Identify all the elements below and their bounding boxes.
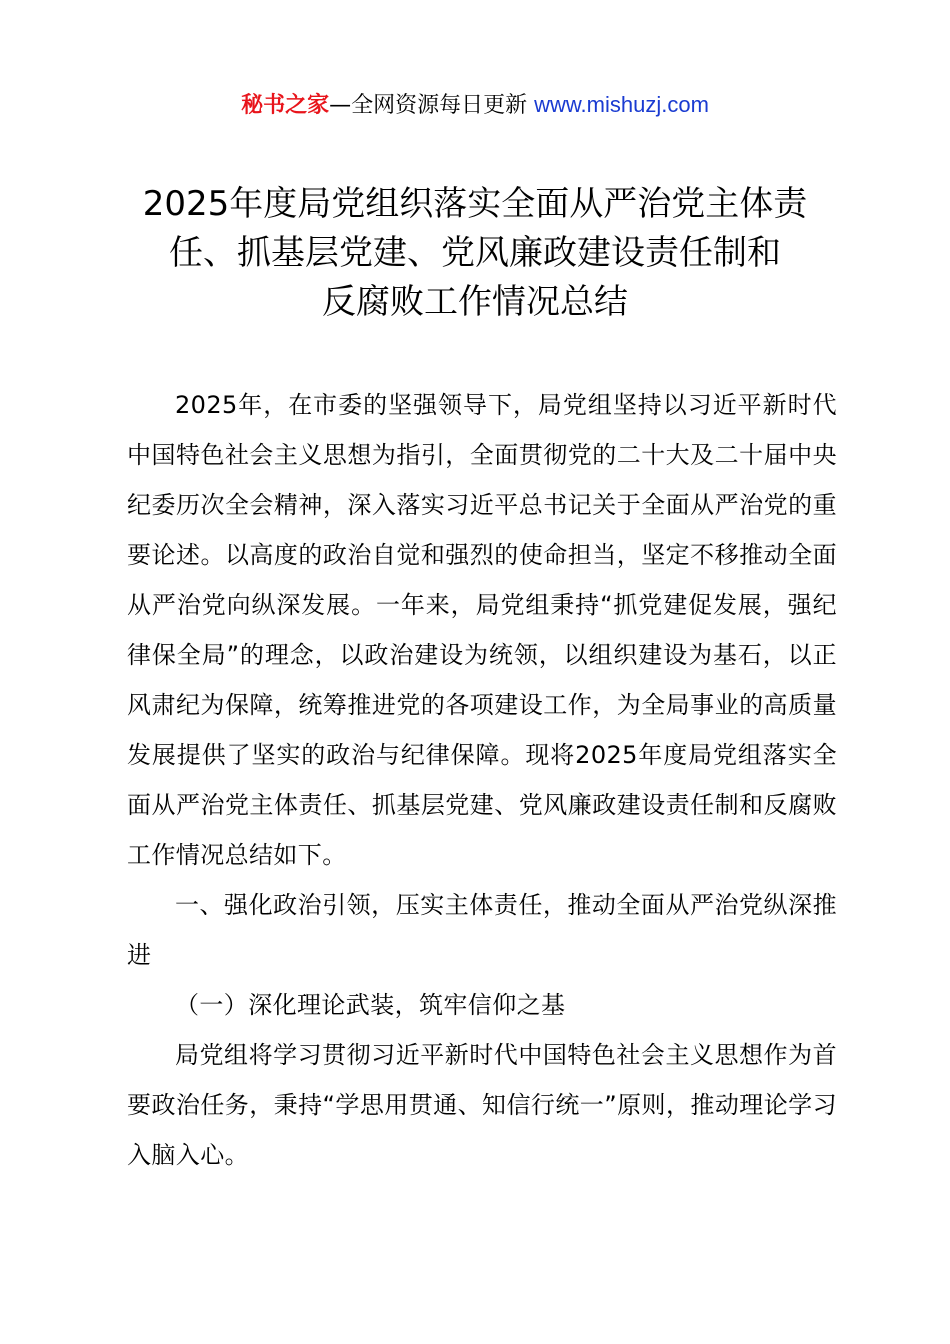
intro-paragraph: 2025年，在市委的坚强领导下，局党组坚持以习近平新时代中国特色社会主义思想为指引，全面贯彻党的二十大及二十届中央纪委历次全会精神，深入落实习近平总书记关于全面从严治党的重要论述。以高度的政治自觉和强烈的使命担当，坚定不移推动全面从严治党向纵深发展。一年来，局党组秉持“抓党建促发展，强纪律保全局”的理念，以政治建设为统领，以组织建设为基石，以正风肃纪为保障，统筹推进党的各项建设工作，为全局事业的高质量发展提供了坚实的政治与纪律保障。现将2025年度局党组落实全面从严治党主体责任、抓基层党建、党风廉政建设责任制和反腐败工作情况总结如下。 [127,391,837,869]
subsection-heading-1: （一）深化理论武装，筑牢信仰之基 [175,991,566,1019]
brand-name: 秘书之家 [241,93,330,118]
title-line-1: 2025年度局党组织落实全面从严治党主体责 [142,184,808,224]
section-heading-1: 一、强化政治引领，压实主体责任，推动全面从严治党纵深推进 [127,891,837,969]
title-line-3: 反腐败工作情况总结 [322,282,628,322]
document-body [127,380,837,1180]
title-line-2: 任、抓基层党建、党风廉政建设责任制和 [169,233,781,273]
site-header [0,88,950,123]
site-url-link[interactable]: www.mishuzj.com [534,92,709,117]
header-tagline: —全网资源每日更新 [329,93,535,118]
document-title [100,180,850,327]
body-paragraph-2: 局党组将学习贯彻习近平新时代中国特色社会主义思想作为首要政治任务，秉持“学思用贯通、知信行统一”原则，推动理论学习入脑入心。 [127,1041,837,1169]
